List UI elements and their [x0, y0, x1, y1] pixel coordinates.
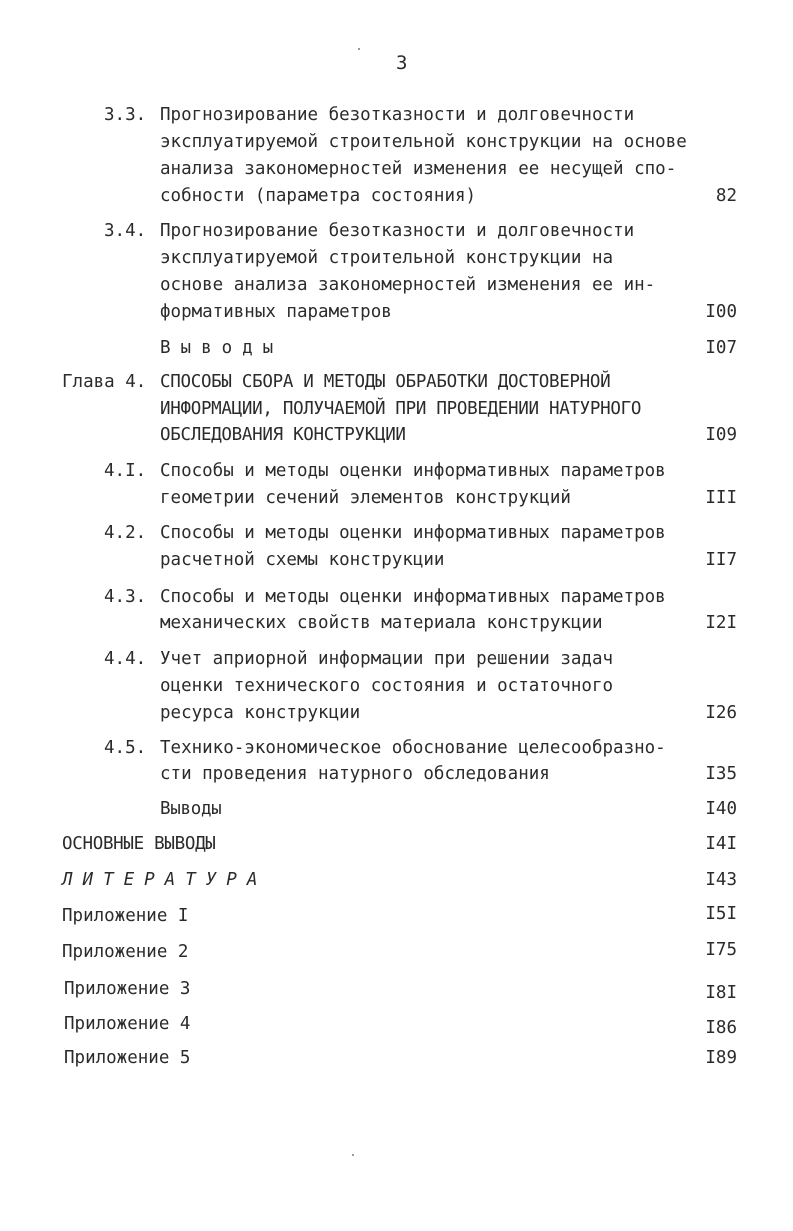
entry-page: III: [705, 488, 737, 508]
entry-line: расчетной схемы конструкции: [160, 550, 445, 570]
entry-page: I5I: [705, 904, 737, 924]
section-number: 3.3.: [104, 105, 147, 125]
entry-line: анализа закономерностей изменения ее несущей спо-: [160, 159, 677, 179]
entry-line: Выводы: [160, 799, 222, 819]
entry-line: основе анализа закономерностей изменения ее ин-: [160, 275, 656, 295]
entry-line: Технико-экономическое обоснование целесообразно-: [160, 738, 666, 758]
chapter-number: Глава 4.: [62, 372, 147, 392]
section-number: 3.4.: [104, 221, 147, 241]
entry-line: сти проведения натурного обследования: [160, 764, 550, 784]
entry-page: I2I: [705, 613, 737, 633]
section-number: 4.5.: [104, 738, 147, 758]
entry-line: Способы и методы оценки информативных параметров: [160, 461, 666, 481]
entry-line: Приложение 2: [62, 942, 189, 962]
entry-page: I35: [705, 764, 737, 784]
entry-page: I8I: [705, 983, 737, 1003]
entry-page: I86: [705, 1018, 737, 1038]
section-number: 4.2.: [104, 523, 147, 543]
entry-line: СПОСОБЫ СБОРА И МЕТОДЫ ОБРАБОТКИ ДОСТОВЕРНОЙ: [160, 372, 611, 392]
section-number: 4.3.: [104, 587, 147, 607]
entry-line: механических свойств материала конструкции: [160, 613, 603, 633]
entry-page: II7: [705, 550, 737, 570]
entry-line: ОБСЛЕДОВАНИЯ КОНСТРУКЦИИ: [160, 425, 406, 445]
entry-line: ИНФОРМАЦИИ, ПОЛУЧАЕМОЙ ПРИ ПРОВЕДЕНИИ НАТУРНОГО: [160, 399, 642, 419]
entry-line: геометрии сечений элементов конструкций: [160, 488, 571, 508]
entry-line: эксплуатируемой строительной конструкции на основе: [160, 132, 687, 152]
entry-line: собности (параметра состояния): [160, 186, 477, 206]
entry-page: I26: [705, 703, 737, 723]
entry-line: Прогнозирование безотказности и долговечности: [160, 221, 635, 241]
entry-line: формативных параметров: [160, 302, 392, 322]
entry-line: ресурса конструкции: [160, 703, 361, 723]
entry-line: Прогнозирование безотказности и долговечности: [160, 105, 635, 125]
entry-page: I07: [705, 338, 737, 358]
entry-line: ОСНОВНЫЕ ВЫВОДЫ: [62, 834, 216, 854]
entry-line: Учет априорной информации при решении задач: [160, 649, 614, 669]
entry-page: I43: [705, 870, 737, 890]
entry-line: Способы и методы оценки информативных параметров: [160, 523, 666, 543]
entry-page: I00: [705, 302, 737, 322]
entry-line: оценки технического состояния и остаточного: [160, 676, 614, 696]
entry-line: ЛИТЕРАТУРА: [62, 870, 268, 890]
entry-page: I40: [705, 799, 737, 819]
scan-speck: [358, 48, 360, 50]
entry-line: Приложение 4: [64, 1014, 191, 1034]
entry-page: I4I: [705, 834, 737, 854]
entry-line: Способы и методы оценки информативных параметров: [160, 587, 666, 607]
section-number: 4.I.: [104, 461, 147, 481]
entry-line: Приложение 5: [64, 1048, 191, 1068]
entry-page: I09: [705, 425, 737, 445]
entry-page: 82: [715, 186, 737, 206]
entry-line: эксплуатируемой строительной конструкции на: [160, 248, 614, 268]
entry-line: Приложение 3: [64, 979, 191, 999]
entry-page: I89: [705, 1048, 737, 1068]
entry-line: Приложение I: [62, 906, 189, 926]
scan-speck: [352, 1154, 354, 1156]
section-number: 4.4.: [104, 649, 147, 669]
entry-page: I75: [705, 940, 737, 960]
page-number: 3: [396, 52, 408, 74]
entry-line: Выводы: [160, 338, 284, 358]
